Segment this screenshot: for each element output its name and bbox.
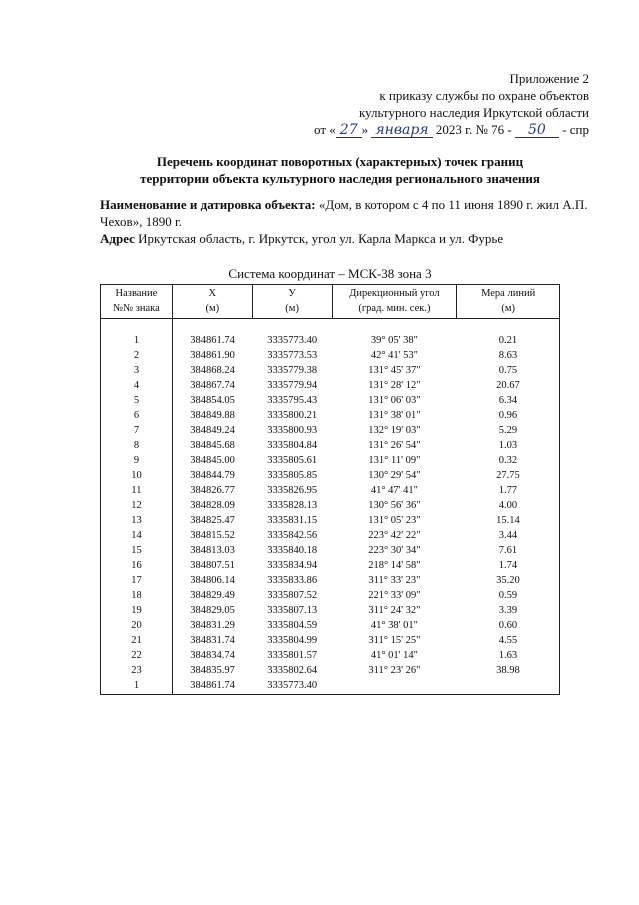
direction-angle-cell: 221° 33' 09" [368, 590, 421, 602]
x-coordinate-cell: 384861.90 [190, 350, 235, 362]
direction-angle-cell: 131° 45' 37" [368, 365, 421, 377]
direction-angle-cell: 41° 01' 14" [370, 650, 418, 662]
handwritten-number: 50 [515, 124, 559, 138]
x-coordinate-cell: 384825.47 [190, 515, 235, 527]
line-length-cell: 5.29 [498, 425, 518, 437]
direction-angle-cell: 131° 38' 01" [368, 410, 421, 422]
y-coordinate-cell: 3335840.18 [267, 545, 318, 557]
line-length-cell: 0.96 [498, 410, 518, 422]
address-label: Адрес [100, 231, 135, 246]
table-row [101, 439, 560, 454]
direction-angle-cell: 131° 06' 03" [368, 395, 421, 407]
y-coordinate-cell: 3335802.64 [267, 665, 318, 677]
direction-angle-cell: 311° 24' 32" [368, 605, 421, 617]
x-coordinate-cell: 384815.52 [190, 530, 235, 542]
direction-angle-cell: 132° 19' 03" [368, 425, 421, 437]
table-body [101, 319, 560, 695]
point-number-cell: 15 [101, 544, 173, 559]
point-number-cell: 21 [101, 634, 173, 649]
y-coordinate-cell: 3335801.57 [267, 650, 318, 662]
year-and-number: 2023 г. № 76 - [435, 122, 512, 137]
direction-angle-cell: 130° 56' 36" [368, 500, 421, 512]
table-row [101, 514, 560, 529]
line-length-cell: 27.75 [496, 470, 520, 482]
object-name-value: «Дом, в котором с 4 по 11 июня 1890 г. жил А.П. Чехов», 1890 г. [100, 197, 588, 229]
direction-angle-cell: 223° 30' 34" [368, 545, 421, 557]
direction-angle-cell: 131° 11' 09" [368, 455, 421, 467]
point-number-cell: 19 [101, 604, 173, 619]
table-row [101, 364, 560, 379]
direction-angle-cell: 131° 26' 54" [368, 440, 421, 452]
x-coordinate-cell: 384831.74 [190, 635, 235, 647]
header-point-name: Название №№ знака [101, 285, 173, 319]
table-row [101, 664, 560, 679]
date-mid: » [361, 122, 369, 137]
y-coordinate-cell: 3335779.38 [267, 365, 318, 377]
table-row [101, 679, 560, 695]
direction-angle-cell: 41° 38' 01" [370, 620, 418, 632]
header-line-length: Мера линий (м) [457, 285, 560, 319]
y-coordinate-cell: 3335779.94 [267, 380, 318, 392]
table-row [101, 634, 560, 649]
table-row [101, 394, 560, 409]
point-number-cell: 16 [101, 559, 173, 574]
table-row [101, 619, 560, 634]
y-coordinate-cell: 3335805.61 [267, 455, 318, 467]
line-length-cell: 7.61 [498, 545, 518, 557]
direction-angle-cell [332, 679, 457, 695]
line-length-cell [457, 679, 560, 695]
y-coordinate-cell: 3335804.99 [267, 635, 318, 647]
y-coordinate-cell: 3335804.59 [267, 620, 318, 632]
x-coordinate-cell: 384849.24 [190, 425, 235, 437]
y-coordinate-cell: 3335833.86 [267, 575, 318, 587]
x-coordinate-cell: 384829.49 [190, 590, 235, 602]
line-length-cell: 3.44 [498, 530, 518, 542]
y-coordinate-cell: 3335800.21 [267, 410, 318, 422]
number-suffix: - спр [562, 122, 589, 137]
direction-angle-cell: 41° 47' 41" [370, 485, 418, 497]
y-coordinate-cell: 3335834.94 [267, 560, 318, 572]
x-coordinate-cell: 384829.05 [190, 605, 235, 617]
line-length-cell: 15.14 [496, 515, 520, 527]
object-address [100, 230, 590, 247]
point-number-cell: 13 [101, 514, 173, 529]
direction-angle-cell: 131° 28' 12" [368, 380, 421, 392]
table-row [101, 379, 560, 394]
line-length-cell: 1.03 [498, 440, 518, 452]
table-row [101, 484, 560, 499]
object-name-label: Наименование и датировка объекта: [100, 197, 316, 212]
handwritten-month: января [371, 124, 432, 138]
point-number-cell: 2 [101, 349, 173, 364]
table-row [101, 604, 560, 619]
x-coordinate-cell: 384835.97 [190, 665, 235, 677]
table-row [101, 649, 560, 664]
document-title [100, 153, 580, 187]
direction-angle-cell: 223° 42' 22" [368, 530, 421, 542]
x-coordinate-cell: 384845.68 [190, 440, 235, 452]
point-number-cell: 12 [101, 499, 173, 514]
handwritten-day: 27 [336, 124, 362, 138]
y-coordinate-cell: 3335828.13 [267, 500, 318, 512]
title-line-1: Перечень координат поворотных (характерных) точек границ [156, 154, 524, 169]
direction-angle-cell: 131° 05' 23" [368, 515, 421, 527]
point-number-cell: 1 [101, 334, 173, 349]
x-coordinate-cell: 384867.74 [190, 380, 235, 392]
table-row [101, 529, 560, 544]
y-coordinate-cell: 3335773.40 [267, 335, 318, 347]
point-number-cell: 14 [101, 529, 173, 544]
y-coordinate-cell: 3335831.15 [267, 515, 318, 527]
point-number-cell: 6 [101, 409, 173, 424]
direction-angle-cell: 311° 33' 23" [368, 575, 421, 587]
point-number-cell: 7 [101, 424, 173, 439]
appendix-header [314, 70, 589, 138]
table-row [101, 589, 560, 604]
line-length-cell: 4.00 [498, 500, 518, 512]
line-length-cell: 1.74 [498, 560, 518, 572]
x-coordinate-cell: 384813.03 [190, 545, 235, 557]
x-coordinate-cell: 384845.00 [190, 455, 235, 467]
line-length-cell: 35.20 [496, 575, 520, 587]
object-info [100, 196, 590, 247]
title-line-2: территории объекта культурного наследия регионального значения [140, 171, 540, 186]
y-coordinate-cell: 3335800.93 [267, 425, 318, 437]
y-coordinate-cell: 3335805.85 [267, 470, 318, 482]
line-length-cell: 0.60 [498, 620, 518, 632]
y-coordinate-cell: 3335842.56 [267, 530, 318, 542]
header-direction-angle: Дирекционный угол (град. мин. сек.) [332, 285, 457, 319]
order-date-number [314, 121, 589, 138]
x-coordinate-cell: 384826.77 [190, 485, 235, 497]
address-value: Иркутская область, г. Иркутск, угол ул. Карла Маркса и ул. Фурье [138, 231, 504, 246]
header-x: X (м) [172, 285, 252, 319]
object-name [100, 196, 590, 230]
x-coordinate-cell: 384849.88 [190, 410, 235, 422]
order-authority: культурного наследия Иркутской области [358, 105, 589, 120]
line-length-cell: 0.32 [498, 455, 518, 467]
x-coordinate-cell: 384807.51 [190, 560, 235, 572]
point-number-cell: 10 [101, 469, 173, 484]
x-coordinate-cell: 384806.14 [190, 575, 235, 587]
x-coordinate-cell: 384831.29 [190, 620, 235, 632]
table-row [101, 499, 560, 514]
y-coordinate-cell: 3335807.52 [267, 590, 318, 602]
appendix-label: Приложение 2 [509, 71, 589, 86]
point-number-cell: 11 [101, 484, 173, 499]
table-row [101, 574, 560, 589]
table-row [101, 349, 560, 364]
point-number-cell: 3 [101, 364, 173, 379]
direction-angle-cell: 39° 05' 38" [370, 335, 418, 347]
point-number-cell: 8 [101, 439, 173, 454]
line-length-cell: 6.34 [498, 395, 518, 407]
y-coordinate-cell: 3335826.95 [267, 485, 318, 497]
y-coordinate-cell: 3335795.43 [267, 395, 318, 407]
table-header-row [101, 285, 560, 319]
point-number-cell: 23 [101, 664, 173, 679]
line-length-cell: 4.55 [498, 635, 518, 647]
direction-angle-cell: 311° 23' 26" [368, 665, 421, 677]
y-coordinate-cell: 3335773.53 [267, 350, 318, 362]
point-number-cell: 1 [101, 679, 173, 695]
direction-angle-cell: 311° 15' 25" [368, 635, 421, 647]
line-length-cell: 0.59 [498, 590, 518, 602]
point-number-cell: 5 [101, 394, 173, 409]
table-row [101, 409, 560, 424]
table-row [101, 454, 560, 469]
x-coordinate-cell: 384854.05 [190, 395, 235, 407]
x-coordinate-cell: 384868.24 [190, 365, 235, 377]
y-coordinate-cell: 3335807.13 [267, 605, 318, 617]
line-length-cell: 20.67 [496, 380, 520, 392]
x-coordinate-cell: 384861.74 [190, 680, 235, 692]
point-number-cell: 22 [101, 649, 173, 664]
x-coordinate-cell: 384861.74 [190, 335, 235, 347]
direction-angle-cell: 130° 29' 54" [368, 470, 421, 482]
point-number-cell: 9 [101, 454, 173, 469]
date-prefix: от « [314, 122, 336, 137]
table-spacer-row [101, 319, 560, 335]
line-length-cell: 0.21 [498, 335, 518, 347]
coordinate-system-caption: Система координат – МСК-38 зона 3 [228, 266, 432, 281]
point-number-cell: 20 [101, 619, 173, 634]
table-row [101, 334, 560, 349]
line-length-cell: 38.98 [496, 665, 520, 677]
line-length-cell: 1.63 [498, 650, 518, 662]
table-row [101, 544, 560, 559]
line-length-cell: 8.63 [498, 350, 518, 362]
line-length-cell: 0.75 [498, 365, 518, 377]
direction-angle-cell: 218° 14' 58" [368, 560, 421, 572]
y-coordinate-cell: 3335773.40 [267, 680, 318, 692]
point-number-cell: 4 [101, 379, 173, 394]
x-coordinate-cell: 384828.09 [190, 500, 235, 512]
table-row [101, 559, 560, 574]
coordinates-table [100, 284, 560, 695]
x-coordinate-cell: 384844.79 [190, 470, 235, 482]
table-row [101, 469, 560, 484]
line-length-cell: 3.39 [498, 605, 518, 617]
point-number-cell: 17 [101, 574, 173, 589]
table-row [101, 424, 560, 439]
header-y: У (м) [252, 285, 332, 319]
point-number-cell: 18 [101, 589, 173, 604]
order-reference: к приказу службы по охране объектов [379, 88, 589, 103]
x-coordinate-cell: 384834.74 [190, 650, 235, 662]
y-coordinate-cell: 3335804.84 [267, 440, 318, 452]
direction-angle-cell: 42° 41' 53" [370, 350, 418, 362]
line-length-cell: 1.77 [498, 485, 518, 497]
